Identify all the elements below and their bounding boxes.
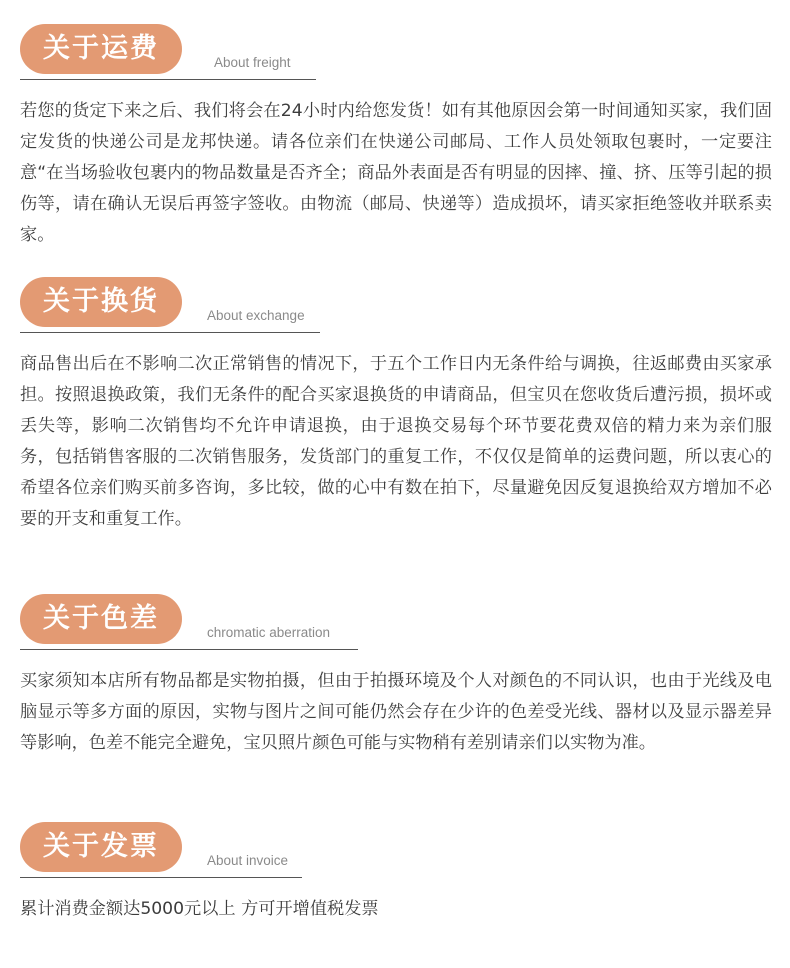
section-divider (20, 332, 320, 333)
section-title-exchange: 关于换货 (20, 277, 182, 327)
section-body-invoice: 累计消费金额达5000元以上 方可开增值税发票 (20, 899, 379, 919)
section-body-freight: 若您的货定下来之后、我们将会在24小时内给您发货！如有其他原因会第一时间通知买家，我们固定发货的快递公司是龙邦快递。请各位亲们在快递公司邮局、工作人员处领取包裹时，一定要注意“在当场验收包裹内的物品数量是否齐全；商品外表面是否有明显的因摔、撞、挤、压等引起的损伤等，请在确认无误后再签字签收。由物流（邮局、快递等）造成损坏，请买家拒绝签收并联系卖家。 (20, 101, 772, 245)
section-divider (20, 79, 316, 80)
section-subtitle-invoice: About invoice (207, 853, 289, 868)
section-title-invoice: 关于发票 (20, 822, 182, 872)
section-subtitle-color: chromatic aberration (207, 625, 331, 640)
section-divider (20, 649, 358, 650)
section-title-color: 关于色差 (20, 594, 182, 644)
section-subtitle-freight: About freight (214, 55, 291, 70)
section-title-freight: 关于运费 (20, 24, 182, 74)
section-body-exchange: 商品售出后在不影响二次正常销售的情况下，于五个工作日内无条件给与调换，往返邮费由买家承担。按照退换政策，我们无条件的配合买家退换货的申请商品，但宝贝在您收货后遭污损，损坏或丢失等，影响二次销售均不允许申请退换，由于退换交易每个环节要花费双倍的精力来为亲们服务，包括销售客服的二次销售服务，发货部门的重复工作，不仅仅是简单的运费问题，所以衷心的希望各位亲们购买前多咨询，多比较，做的心中有数在拍下，尽量避免因反复退换给双方增加不必要的开支和重复工作。 (20, 354, 772, 529)
section-body-color: 买家须知本店所有物品都是实物拍摄，但由于拍摄环境及个人对颜色的不同认识，也由于光线及电脑显示等多方面的原因，实物与图片之间可能仍然会存在少许的色差受光线、器材以及显示器差异等影响，色差不能完全避免，宝贝照片颜色可能与实物稍有差别请亲们以实物为准。 (20, 671, 772, 753)
section-divider (20, 877, 302, 878)
section-subtitle-exchange: About exchange (207, 308, 305, 323)
